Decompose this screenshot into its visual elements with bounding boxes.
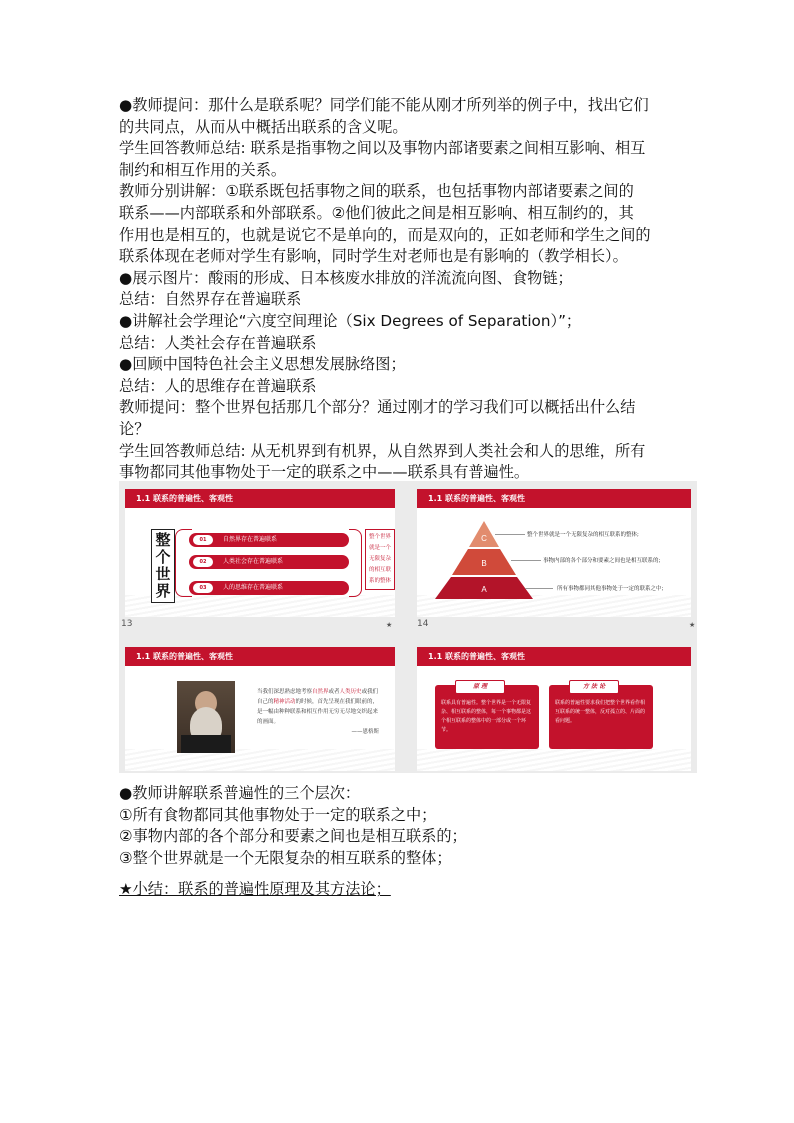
paragraph: 制约和相互作用的关系。 bbox=[119, 160, 287, 179]
star-icon: ★ bbox=[689, 621, 696, 629]
level-item: ②事物内部的各个部分和要素之间也是相互联系的； bbox=[119, 827, 467, 846]
page-number: 14 bbox=[417, 619, 429, 629]
principle-card bbox=[435, 685, 539, 749]
quote-highlight: 精神活动 bbox=[273, 699, 296, 705]
side-line: 的相互联 bbox=[368, 567, 391, 573]
item-text: 人的思维存在普遍联系 bbox=[223, 584, 284, 591]
side-line: 无限复杂 bbox=[368, 556, 391, 562]
level-text: 所有事物都同其他事物处于一定的联系之中; bbox=[557, 586, 664, 592]
paragraph: 学生回答教师总结: 联系是指事物之间以及事物内部诸要素之间相互影响、相互 bbox=[119, 139, 646, 158]
paragraph: ●回顾中国特色社会主义思想发展脉络图； bbox=[119, 355, 406, 374]
quote-text: 的时候，首先呈现在我们眼前的，是一幅由种种联系和相互作用无穷无尽地交织起来的画面。 bbox=[257, 699, 379, 725]
slide-title: 1.1 联系的普遍性、客观性 bbox=[125, 647, 395, 666]
item-text: 人类社会存在普遍联系 bbox=[223, 558, 284, 565]
engels-portrait bbox=[177, 681, 235, 753]
slide-title: 1.1 联系的普遍性、客观性 bbox=[417, 647, 691, 666]
big-word-char: 世 bbox=[155, 565, 171, 583]
level-item: ①所有食物都同其他事物处于一定的联系之中； bbox=[119, 805, 437, 824]
side-line: 整个世界 bbox=[368, 534, 391, 540]
item-number: 03 bbox=[193, 583, 213, 593]
side-line: 系的整体 bbox=[368, 578, 391, 584]
card-text: 联系的普遍性要求我们把整个世界看作相互联系的统一整体，反对孤立的、片面的看问题。 bbox=[555, 700, 646, 724]
big-word-char: 个 bbox=[155, 548, 171, 566]
level-text: 事物内部的各个部分和要素之间也是相互联系的; bbox=[543, 558, 661, 564]
item-number: 01 bbox=[193, 535, 213, 545]
slide-13 bbox=[125, 489, 395, 617]
methodology-card bbox=[549, 685, 653, 749]
slide-title: 1.1 联系的普遍性、客观性 bbox=[417, 489, 691, 508]
big-word-box bbox=[151, 529, 175, 603]
level-letter: A bbox=[481, 585, 487, 594]
level-item: ③整个世界就是一个无限复杂的相互联系的整体； bbox=[119, 848, 452, 867]
levels-text bbox=[119, 783, 679, 869]
paragraph: 联系——内部联系和外部联系。②他们彼此之间是相互影响、相互制约的，其 bbox=[119, 203, 634, 222]
pyramid-diagram bbox=[429, 519, 539, 599]
quote-highlight: 人类历史 bbox=[339, 689, 362, 695]
slide-title: 1.1 联系的普遍性、客观性 bbox=[125, 489, 395, 508]
card-tag: 原 理 bbox=[455, 680, 505, 694]
level-letter: C bbox=[481, 534, 487, 543]
page-number: 13 bbox=[121, 619, 133, 629]
slide-thumbnail-panel bbox=[119, 481, 697, 773]
summary-line: ★小结：联系的普遍性原理及其方法论； bbox=[119, 880, 391, 898]
slide-14 bbox=[417, 489, 691, 617]
slide-16 bbox=[417, 647, 691, 771]
paragraph: 事物都同其他事物处于一定的联系之中——联系具有普遍性。 bbox=[119, 463, 530, 482]
card-text: 联系具有普遍性。整个世界是一个无限复杂、相互联系的整体，每一个事物都是这个相互联系的整体中的一部分或一个环节。 bbox=[441, 700, 532, 733]
item-text: 自然界存在普遍联系 bbox=[223, 536, 278, 543]
paragraph: 总结：人类社会存在普遍联系 bbox=[119, 333, 317, 352]
portrait-coat bbox=[181, 735, 231, 753]
paragraph: 教师提问：整个世界包括那几个部分？通过刚才的学习我们可以概括出什么结 bbox=[119, 398, 636, 417]
leader-line bbox=[511, 560, 541, 561]
card-tag: 方 法 论 bbox=[569, 680, 619, 694]
lesson-text bbox=[119, 95, 679, 484]
item-pill bbox=[189, 581, 349, 595]
slide-wave-decoration bbox=[125, 749, 395, 771]
side-line: 就是一个 bbox=[368, 545, 391, 551]
star-icon: ★ bbox=[386, 621, 393, 629]
item-pill bbox=[189, 533, 349, 547]
paragraph: ●展示图片：酸雨的形成、日本核废水排放的洋流流向图、食物链； bbox=[119, 268, 573, 287]
quote-text: 或我们自己的 bbox=[257, 689, 379, 705]
slide-15 bbox=[125, 647, 395, 771]
paragraph: ●教师提问：那什么是联系呢？同学们能不能从刚才所列举的例子中，找出它们 bbox=[119, 96, 649, 114]
side-box bbox=[365, 529, 395, 590]
engels-quote bbox=[257, 687, 379, 737]
quote-text: 当我们深思熟虑地考察 bbox=[257, 689, 313, 695]
paragraph: 的共同点，从而从中概括出联系的含义呢。 bbox=[119, 117, 408, 136]
item-number: 02 bbox=[193, 557, 213, 567]
slide-wave-decoration bbox=[417, 749, 691, 771]
quote-text: 或者 bbox=[328, 689, 340, 695]
levels-heading: ●教师讲解联系普遍性的三个层次： bbox=[119, 784, 361, 802]
paragraph: 论？ bbox=[119, 419, 150, 438]
paragraph: 学生回答教师总结: 从无机界到有机界，从自然界到人类社会和人的思维，所有 bbox=[119, 441, 646, 460]
paragraph: 总结：人的思维存在普遍联系 bbox=[119, 376, 317, 395]
leader-line bbox=[495, 534, 525, 535]
paragraph: 作用也是相互的，也就是说它不是单向的，而是双向的，正如老师和学生之间的 bbox=[119, 225, 651, 244]
item-pill bbox=[189, 555, 349, 569]
right-brace bbox=[349, 529, 362, 597]
big-word-char: 界 bbox=[155, 582, 171, 600]
paragraph: 总结：自然界存在普遍联系 bbox=[119, 290, 302, 309]
level-text: 整个世界就是一个无限复杂的相互联系的整体; bbox=[527, 532, 639, 538]
big-word-char: 整 bbox=[155, 531, 171, 549]
quote-highlight: 自然界 bbox=[312, 689, 329, 695]
leader-line bbox=[525, 588, 553, 589]
paragraph: 联系体现在老师对学生有影响，同时学生对老师也是有影响的（教学相长）。 bbox=[119, 247, 628, 266]
level-letter: B bbox=[481, 559, 487, 568]
quote-author: ——恩格斯 bbox=[351, 729, 379, 735]
paragraph: ●讲解社会学理论“六度空间理论（Six Degrees of Separation）”； bbox=[119, 311, 582, 330]
paragraph: 教师分别讲解：①联系既包括事物之间的联系，也包括事物内部诸要素之间的 bbox=[119, 182, 634, 201]
